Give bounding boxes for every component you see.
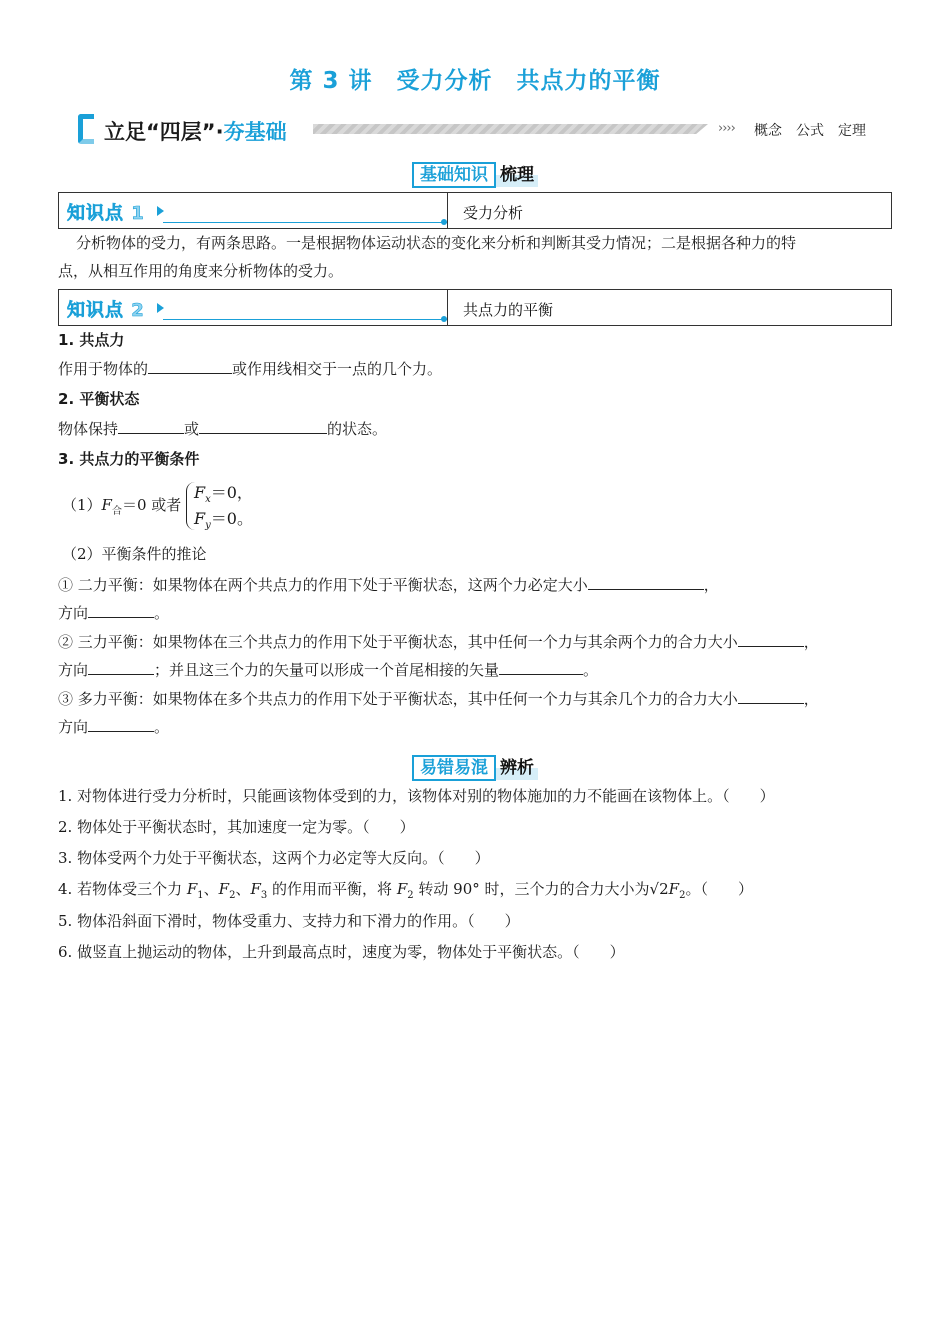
text: 的状态。 — [327, 420, 388, 438]
banner-bracket-icon — [78, 114, 94, 144]
subscript: 3 — [260, 890, 268, 901]
fill-blank[interactable] — [88, 713, 154, 732]
text: 作用于物体的 — [58, 360, 149, 378]
symbol-F: F — [194, 483, 206, 502]
item-title: . 共点力 — [68, 331, 125, 349]
subscript: 2 — [679, 890, 686, 901]
text: ， — [803, 690, 819, 708]
subscript: 合 — [111, 506, 122, 517]
fill-blank[interactable] — [88, 599, 154, 618]
item-number: 1 — [58, 331, 69, 349]
section-heading-rest: 梳理 — [496, 163, 538, 187]
text: 。 — [583, 661, 599, 679]
symbol-F: F — [186, 880, 198, 898]
knowledge-point-1 — [58, 192, 892, 229]
item-title: . 平衡状态 — [68, 390, 140, 408]
symbol-F: F — [194, 509, 206, 528]
fill-blank[interactable] — [738, 628, 804, 647]
section-heading-basics — [0, 162, 950, 190]
divider — [163, 319, 447, 320]
knowledge-point-tag — [59, 290, 448, 325]
page-title — [0, 62, 950, 95]
item-number: 3 — [58, 450, 69, 468]
corollary-multi-force-line2 — [58, 713, 892, 741]
lecture-number: 第 3 讲 — [289, 68, 373, 94]
section-heading-box: 基础知识 — [412, 162, 496, 188]
formula-lhs — [62, 494, 181, 517]
item-title: . 共点力的平衡条件 — [68, 450, 200, 468]
question-5: 5. 物体沿斜面下滑时，物体受重力、支持力和下滑力的作用。（ ） — [58, 912, 520, 930]
fill-blank[interactable] — [199, 415, 327, 434]
fill-blank[interactable] — [88, 656, 154, 675]
text: 、 — [203, 880, 219, 898]
corollary-heading: （2）平衡条件的推论 — [62, 545, 207, 563]
corollary-multi-force-line1 — [58, 685, 892, 713]
question-3: 3. 物体受两个力处于平衡状态，这两个力必定等大反向。（ ） — [58, 849, 490, 867]
knowledge-point-topic: 受力分析 — [463, 204, 524, 222]
fill-blank[interactable] — [738, 685, 804, 704]
kp1-paragraph-line2: 点，从相互作用的角度来分析物体的受力。 — [58, 262, 344, 280]
corollary-three-force-line1 — [58, 628, 892, 656]
text: 或作用线相交于一点的几个力。 — [232, 360, 443, 378]
corollary-two-force-line2 — [58, 599, 892, 627]
text: ② 三力平衡：如果物体在三个共点力的作用下处于平衡状态，其中任何一个力与其余两个力的合力大小 — [58, 633, 738, 651]
banner-title — [104, 116, 287, 146]
text: 的作用而平衡，将 — [267, 880, 397, 898]
text: 物体保持 — [58, 420, 119, 438]
question-1: 1. 对物体进行受力分析时，只能画该物体受到的力，该物体对别的物体施加的力不能画在该物体上。（ ） — [58, 787, 775, 805]
section-heading-mistakes — [0, 755, 950, 783]
tag-formula: 公式 — [796, 123, 824, 139]
knowledge-point-topic: 共点力的平衡 — [463, 301, 554, 319]
question-4 — [58, 875, 892, 910]
formula-row-y — [194, 506, 253, 531]
triangle-icon — [157, 303, 164, 313]
formula-row-x — [194, 480, 253, 505]
knowledge-point-label: 知识点 1 — [67, 203, 145, 224]
text: 或 — [184, 420, 200, 438]
sqrt-symbol: √2 — [649, 880, 669, 898]
text: 。（ ） — [685, 880, 753, 898]
corollary-three-force-line2 — [58, 656, 892, 684]
symbol-F: F — [250, 880, 261, 898]
knowledge-point-tag — [59, 193, 448, 228]
divider — [163, 222, 447, 223]
knowledge-point-label: 知识点 2 — [67, 300, 145, 321]
section-banner — [78, 112, 878, 148]
dot-icon — [441, 316, 447, 322]
text: 方向 — [58, 718, 89, 736]
text: ， — [803, 633, 819, 651]
fill-blank[interactable] — [499, 656, 583, 675]
fill-blank[interactable] — [588, 571, 704, 590]
subscript: y — [205, 520, 211, 532]
banner-title-accent: 夯基础 — [223, 120, 287, 144]
text: ＝0。 — [210, 509, 253, 528]
question-2: 2. 物体处于平衡状态时，其加速度一定为零。（ ） — [58, 818, 415, 836]
item-number: 2 — [58, 390, 69, 408]
banner-stripe — [313, 124, 708, 134]
subscript: 1 — [197, 890, 204, 901]
triangle-icon — [157, 206, 164, 216]
text: 、 — [235, 880, 251, 898]
text: （1） — [62, 496, 102, 514]
symbol-F: F — [101, 496, 112, 514]
text: ， — [703, 576, 719, 594]
text: 4. 若物体受三个力 — [58, 880, 187, 898]
banner-tags — [754, 120, 880, 140]
section-heading-box: 易错易混 — [412, 755, 496, 781]
section-heading-rest: 辨析 — [496, 756, 538, 780]
item2-text — [58, 415, 892, 443]
text: 转动 90° 时，三个力的合力大小为 — [413, 880, 650, 898]
lecture-topic-2: 共点力的平衡 — [516, 68, 661, 94]
lecture-topic-1: 受力分析 — [396, 68, 493, 94]
tag-theorem: 定理 — [838, 123, 866, 139]
tag-concept: 概念 — [754, 123, 782, 139]
item2-heading — [58, 385, 892, 413]
text: ＝0 或者 — [121, 496, 182, 514]
subscript: 2 — [229, 890, 236, 901]
question-6: 6. 做竖直上抛运动的物体，上升到最高点时，速度为零，物体处于平衡状态。（ ） — [58, 943, 625, 961]
item1-heading — [58, 326, 892, 354]
knowledge-point-2 — [58, 289, 892, 326]
text: ＝0， — [210, 483, 253, 502]
subscript: 2 — [407, 890, 414, 901]
text: ① 二力平衡：如果物体在两个共点力的作用下处于平衡状态，这两个力必定大小 — [58, 576, 588, 594]
item3-heading — [58, 445, 892, 473]
symbol-F: F — [668, 880, 680, 898]
banner-title-main: 立足“四层”· — [104, 120, 224, 144]
fill-blank[interactable] — [118, 415, 184, 434]
symbol-F: F — [396, 880, 408, 898]
kp1-paragraph-line1: 分析物体的受力，有两条思路。一是根据物体运动状态的变化来分析和判断其受力情况；二是根据各种力的特 — [76, 234, 797, 252]
text: ③ 多力平衡：如果物体在多个共点力的作用下处于平衡状态，其中任何一个力与其余几个力的合力大小 — [58, 690, 738, 708]
text: 。 — [154, 718, 170, 736]
fill-blank[interactable] — [148, 355, 232, 374]
item1-text — [58, 355, 892, 383]
text: ；并且这三个力的矢量可以形成一个首尾相接的矢量 — [154, 661, 500, 679]
dot-icon — [441, 219, 447, 225]
text: 。 — [154, 604, 170, 622]
text: 方向 — [58, 604, 89, 622]
banner-arrows-icon: ›››› — [718, 121, 735, 136]
subscript: x — [205, 494, 211, 506]
text: 方向 — [58, 661, 89, 679]
symbol-F: F — [218, 880, 230, 898]
corollary-two-force-line1 — [58, 571, 892, 599]
